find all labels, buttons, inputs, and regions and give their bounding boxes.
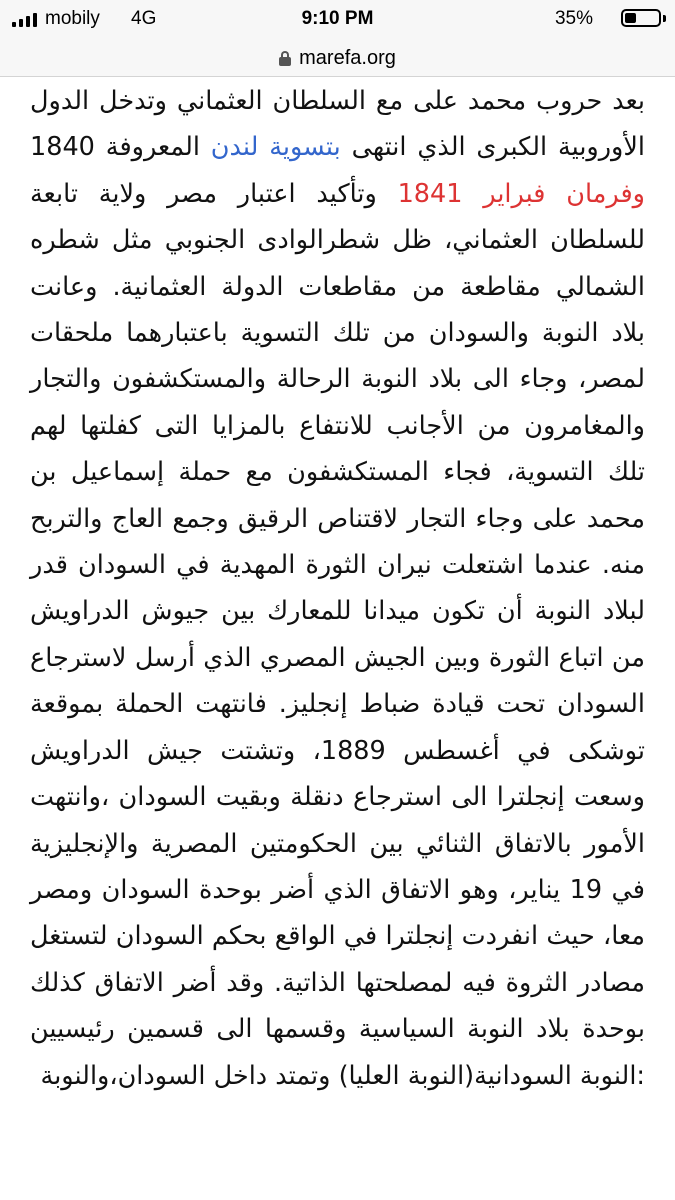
article-text-2: المعروفة 1840: [30, 132, 211, 163]
battery-cap: [663, 15, 666, 22]
article-paragraph: [30, 78, 645, 1099]
lock-icon: [279, 51, 291, 66]
battery-percent: 35%: [554, 8, 593, 29]
status-time: 9:10 PM: [301, 8, 374, 29]
battery-icon: [621, 9, 661, 27]
link-london-settlement[interactable]: بتسوية لندن: [210, 132, 341, 163]
carrier-name: mobily: [45, 8, 100, 29]
article-text-3: وتأكيد اعتبار مصر ولاية تابعة للسلطان العثماني، ظل شطرالوادى الجنوبي مثل شطره الشمالي مقاطعة من مقاطعات الدولة العثمانية. وعانت بلاد النوبة والسودان من تلك التسوية باعتبارهما ملحقات لمصر، وجاء الى بلاد النوبة الرحالة والمستكشفون والتجار والمغامرون من الأجانب للانتفاع بالمزايا التى كفلتها لهم تلك التسوية، فجاء المستكشفون مع حملة إسماعيل بن محمد على وجاء التجار لاقتناص الرقيق وجمع العاج والتربح منه. عندما اشتعلت نيران الثورة المهدية في السودان قدر لبلاد النوبة أن تكون ميدانا للمعارك بين جيوش الدراويش من اتباع الثورة وبين الجيش المصري الذي أرسل لاسترجاع السودان تحت قيادة ضباط إنجليز. فانتهت الحملة بموقعة توشكى في أغسطس 1889، وتشتت جيش الدراويش وسعت إنجلترا الى استرجاع دنقلة وبقيت السودان ،وانتهت الأمور بالاتفاق الثنائي بين الحكومتين المصرية والإنجليزية في 19 يناير، وهو الاتفاق الذي أضر بوحدة السودان ومصر معا، حيث انفردت إنجلترا في الواقع بحكم السودان لتستغل مصادر الثروة فيه لمصلحتها الذاتية. وقد أضر الاتفاق كذلك بوحدة بلاد النوبة السياسية وقسمها الى قسمين رئيسيين :النوبة السودانية(النوبة العليا) وتمتد داخل السودان،والنوبة: [30, 178, 645, 1091]
network-type: 4G: [131, 8, 157, 29]
article-text-1: بعد حروب محمد على مع السلطان العثماني وتدخل الدول الأوروبية الكبرى الذي انتهى: [30, 86, 645, 163]
url-domain[interactable]: marefa.org: [299, 46, 396, 69]
link-february-firman[interactable]: وفرمان فبراير 1841: [397, 178, 645, 209]
status-bar: [0, 0, 675, 40]
address-bar[interactable]: [0, 40, 675, 77]
battery-level-fill: [625, 13, 636, 23]
